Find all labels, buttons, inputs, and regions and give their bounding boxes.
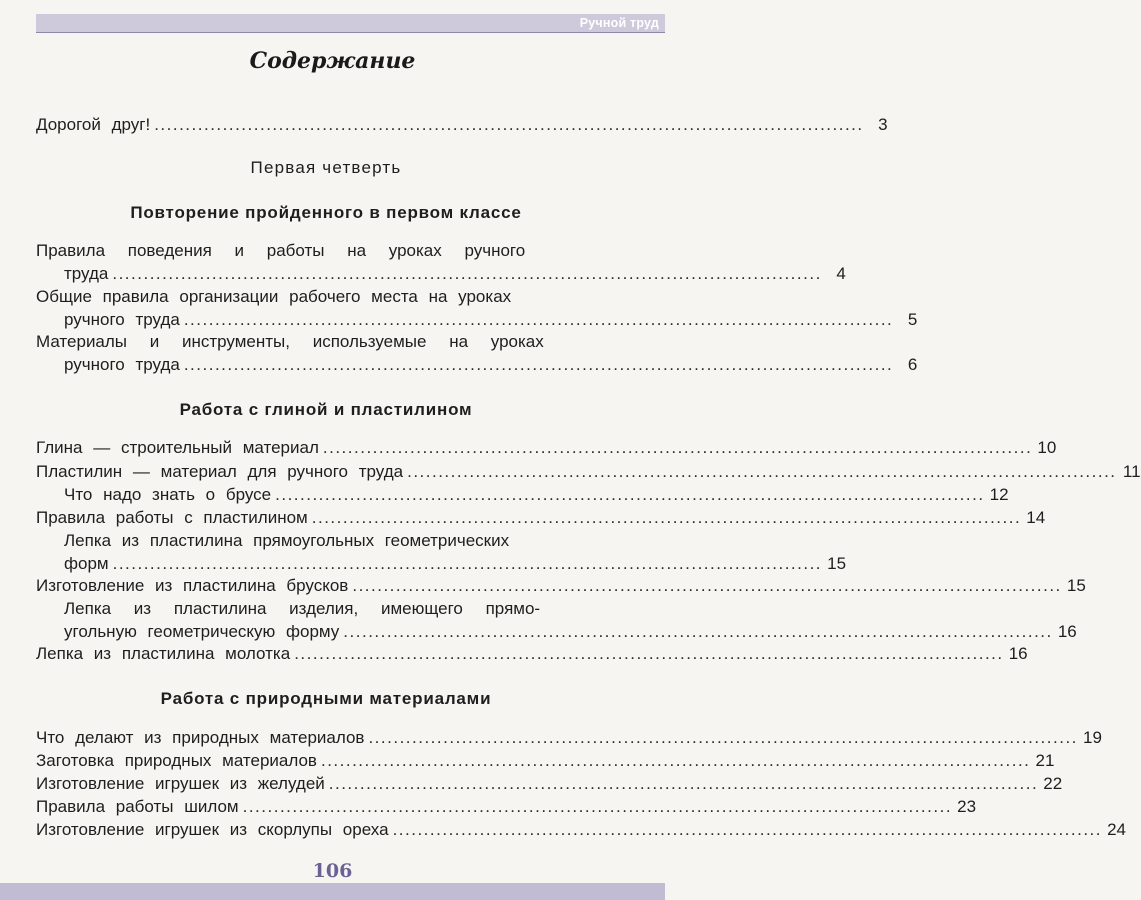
leader-dots: .................................................................................................................. (294, 644, 1004, 663)
toc-entry[interactable] (36, 795, 977, 818)
leader-dots: .................................................................................................................. (183, 355, 894, 374)
leader-dots: .................................................................................................................. (183, 310, 894, 329)
leader-dots: .................................................................................................................. (311, 508, 1022, 527)
toc-page-number: 6 (907, 355, 918, 374)
toc-entry-text: Пластилин — материал для ручного труда (36, 462, 404, 481)
leader-dots: .................................................................................................................. (352, 576, 1062, 595)
leader-dots: .................................................................................................................. (320, 751, 1031, 770)
toc-entry-intro[interactable] (36, 113, 888, 136)
section-heading-quarter: Первая четверть (250, 158, 402, 177)
toc-entry-text: Правила работы с пластилином (36, 508, 308, 527)
toc-entry[interactable] (36, 285, 918, 331)
toc-entry-text: Изготовление игрушек из скорлупы ореха (36, 820, 389, 839)
toc-entry-text: Что надо знать о брусе (64, 485, 272, 504)
leader-dots: .................................................................................................................. (343, 622, 1053, 641)
toc-entry-text: Общие правила организации рабочего места на уроках (36, 287, 512, 306)
toc-page-number: 16 (1008, 644, 1028, 663)
toc-entry[interactable] (36, 330, 918, 376)
toc-page-number: 22 (1043, 774, 1063, 793)
toc-page-number: 15 (1066, 576, 1086, 595)
running-header (36, 14, 665, 33)
toc-entry[interactable] (64, 597, 1077, 643)
toc-entry-text: Глина — строительный материал (36, 438, 319, 457)
toc-page-number: 23 (957, 797, 977, 816)
toc-page-number: 14 (1026, 508, 1046, 527)
running-header-title: Ручной труд (579, 16, 659, 30)
toc-entry-text-cont: форм (64, 554, 109, 573)
toc-entry-text: Лепка из пластилина молотка (36, 644, 291, 663)
toc-entry-text: Материалы и инструменты, используемые на уроках (36, 332, 544, 351)
toc-page-number: 24 (1107, 820, 1127, 839)
page-number: 106 (312, 860, 353, 882)
toc-entry[interactable] (36, 772, 1063, 795)
footer-bar (0, 883, 665, 900)
leader-dots: .................................................................................................................. (154, 115, 864, 134)
toc-entry[interactable] (36, 239, 846, 285)
section-heading-review: Повторение пройденного в первом классе (130, 203, 522, 222)
toc-entry[interactable] (36, 460, 1141, 483)
leader-dots: .................................................................................................................. (407, 462, 1117, 481)
toc-entry-text-cont: угольную геометрическую форму (64, 622, 340, 641)
page-title: Содержание (249, 48, 416, 74)
toc-entry-text-cont: ручного труда (64, 310, 180, 329)
toc-entry-text: Правила работы шилом (36, 797, 239, 816)
leader-dots: .................................................................................................................. (275, 485, 985, 504)
toc-entry-text: Дорогой друг! (36, 115, 151, 134)
section-heading-clay: Работа с глиной и пластилином (179, 400, 473, 419)
toc-entry[interactable] (36, 726, 1102, 749)
toc-page-number: 10 (1037, 438, 1057, 457)
toc-entry-text: Изготовление игрушек из желудей (36, 774, 325, 793)
toc-entry-text-cont: труда (64, 264, 109, 283)
toc-entry[interactable] (36, 574, 1086, 597)
toc-entry[interactable] (36, 749, 1055, 772)
toc-page-number: 4 (836, 264, 846, 283)
leader-dots: .................................................................................................................. (392, 820, 1103, 839)
toc-page-number: 11 (1122, 462, 1141, 481)
leader-dots: .................................................................................................................. (112, 264, 822, 283)
leader-dots: .................................................................................................................. (322, 438, 1033, 457)
toc-page-number: 12 (989, 485, 1009, 504)
toc-page-number: 5 (907, 310, 918, 329)
toc-entry-text: Заготовка природных материалов (36, 751, 317, 770)
toc-page-number: 3 (878, 115, 888, 134)
toc-entry-text-cont: ручного труда (64, 355, 180, 374)
leader-dots: .................................................................................................................. (328, 774, 1039, 793)
toc-entry-text: Лепка из пластилина прямоугольных геометрических (64, 531, 510, 550)
toc-entry-text: Изготовление из пластилина брусков (36, 576, 349, 595)
toc-entry-text: Что делают из природных материалов (36, 728, 365, 747)
toc-entry-text: Правила поведения и работы на уроках ручного (36, 241, 526, 260)
toc-entry[interactable] (36, 642, 1028, 665)
section-heading-natural: Работа с природными материалами (160, 689, 492, 708)
toc-page-number: 19 (1082, 728, 1102, 747)
toc-entry[interactable] (64, 483, 1009, 506)
toc-page-number: 15 (827, 554, 847, 573)
toc-page-number: 16 (1057, 622, 1077, 641)
leader-dots: .................................................................................................................. (368, 728, 1078, 747)
toc-entry[interactable] (64, 529, 847, 575)
toc-entry-text: Лепка из пластилина изделия, имеющего прямо- (64, 599, 541, 618)
leader-dots: .................................................................................................................. (112, 554, 823, 573)
toc-entry[interactable] (36, 818, 1127, 841)
toc-page-number: 21 (1035, 751, 1055, 770)
leader-dots: .................................................................................................................. (242, 797, 953, 816)
toc-entry[interactable] (36, 436, 1057, 459)
toc-entry[interactable] (36, 506, 1046, 529)
